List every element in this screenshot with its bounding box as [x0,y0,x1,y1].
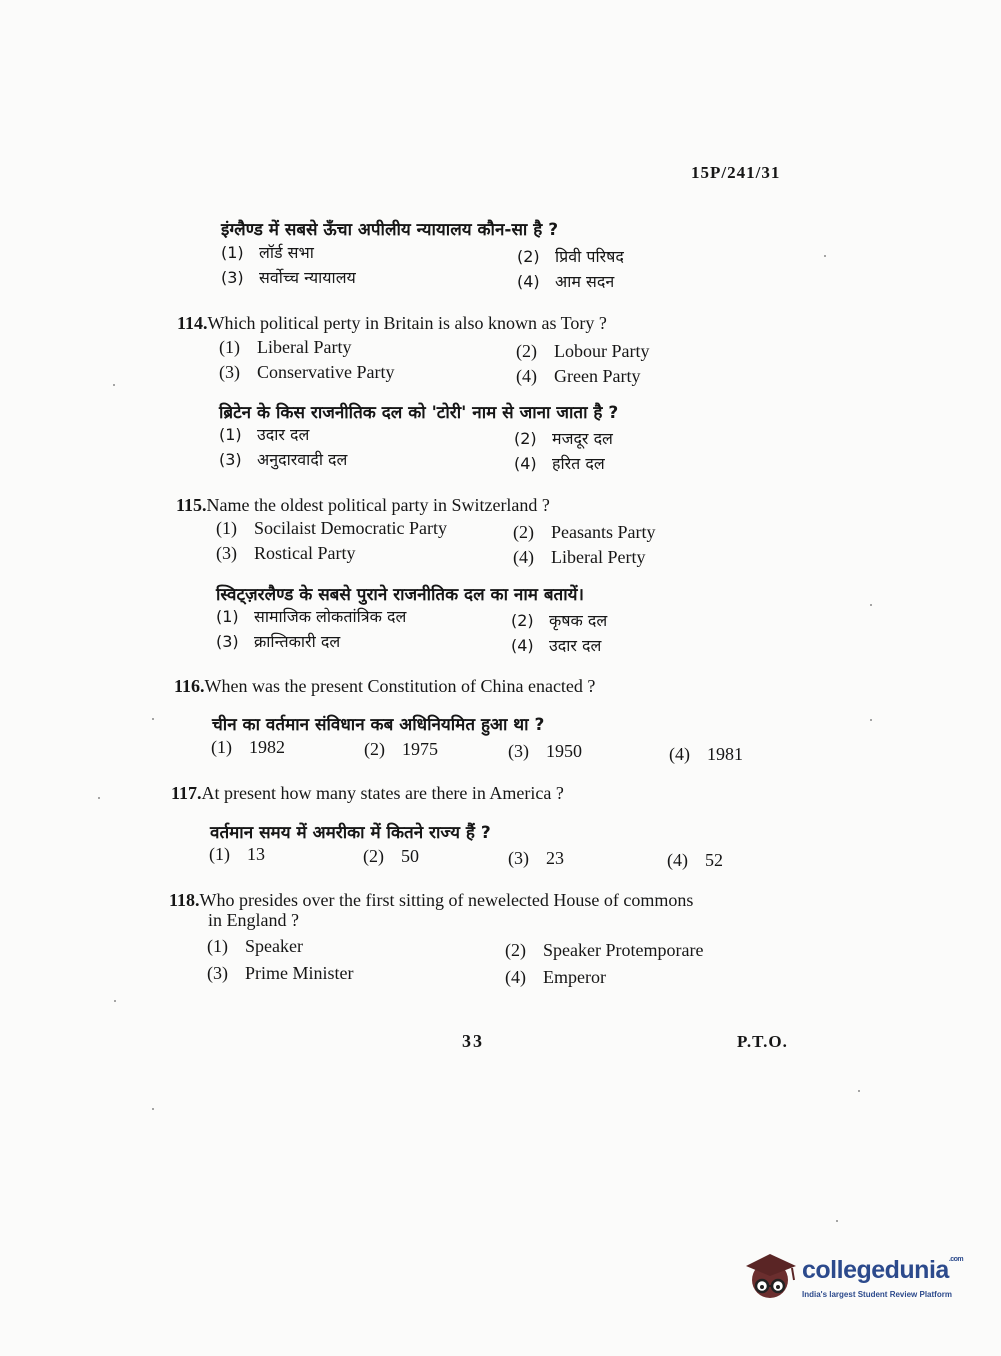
page-number: 33 [462,1031,484,1051]
q116-question: 116.When was the present Constitution of China enacted ? [174,676,596,696]
q115-question: 115.Name the oldest political party in Switzerland ? [176,495,550,515]
q117-hindi-question: वर्तमान समय में अमरीका में कितने राज्य हैं ? [210,823,491,843]
q116-option-2: (2) 1975 [364,739,438,759]
q113-option-4: (4) आम सदन [517,272,615,291]
q114-hindi-option-1: (1) उदार दल [219,425,310,444]
scan-speck [824,255,826,257]
q115-hindi-option-1: (1) सामाजिक लोकतांत्रिक दल [216,607,407,626]
q115-hindi-option-4: (4) उदार दल [511,636,602,655]
q117-option-3: (3) 23 [508,848,564,868]
scan-speck [113,384,115,386]
q115-option-1: (1) Socilaist Democratic Party [216,518,447,538]
brand-tagline: India's largest Student Review Platform [802,1290,952,1299]
q118-question: 118.Who presides over the first sitting of newelected House of commons [169,890,694,910]
q113-option-3: (3) सर्वोच्च न्यायालय [221,268,356,287]
scan-speck [152,1108,154,1110]
q115-option-4: (4) Liberal Perty [513,547,646,567]
q116-hindi-question: चीन का वर्तमान संविधान कब अधिनियमित हुआ था ? [212,715,545,735]
q117-option-4: (4) 52 [667,850,723,870]
q113-option-2: (2) प्रिवी परिषद [517,247,624,266]
q114-hindi-option-4: (4) हरित दल [514,454,605,473]
scan-speck [870,719,872,721]
q118-question-line2: in England ? [208,910,299,930]
q115-hindi-question: स्विट्ज़रलैण्ड के सबसे पुराने राजनीतिक दल का नाम बतायें। [216,585,584,605]
q114-question: 114.Which political perty in Britain is also known as Tory ? [177,313,607,333]
scan-speck [152,718,154,720]
brand-name: collegedunia$^{.com}$ [802,1256,964,1284]
scan-speck [858,1090,860,1092]
q115-option-2: (2) Peasants Party [513,522,656,542]
q115-hindi-option-2: (2) कृषक दल [511,611,608,630]
q115-option-3: (3) Rostical Party [216,543,356,563]
q114-hindi-option-2: (2) मजदूर दल [514,429,613,448]
scan-speck [870,604,872,606]
q116-option-3: (3) 1950 [508,741,582,761]
q117-option-1: (1) 13 [209,844,265,864]
q113-option-1: (1) लॉर्ड सभा [221,243,314,262]
q118-option-3: (3) Prime Minister [207,963,354,983]
q114-option-3: (3) Conservative Party [219,362,395,382]
q118-option-1: (1) Speaker [207,936,303,956]
mascot-icon [742,1250,800,1308]
q117-question: 117.At present how many states are there in America ? [171,783,564,803]
q114-hindi-option-3: (3) अनुदारवादी दल [219,450,348,469]
q114-option-1: (1) Liberal Party [219,337,352,357]
q113-hindi-question: इंग्लैण्ड में सबसे ऊँचा अपीलीय न्यायालय कौन-सा है ? [221,220,559,240]
q114-hindi-question: ब्रिटेन के किस राजनीतिक दल को 'टोरी' नाम से जाना जाता है ? [219,403,619,423]
q118-option-4: (4) Emperor [505,967,606,987]
q115-hindi-option-3: (3) क्रान्तिकारी दल [216,632,341,651]
scan-speck [98,797,100,799]
scan-speck [836,1220,838,1222]
q116-option-4: (4) 1981 [669,744,743,764]
q114-option-4: (4) Green Party [516,366,641,386]
q116-option-1: (1) 1982 [211,737,285,757]
collegedunia-watermark [742,1250,972,1310]
pto-label: P.T.O. [737,1032,788,1051]
q118-option-2: (2) Speaker Protemporare [505,940,704,960]
q114-option-2: (2) Lobour Party [516,341,650,361]
scan-speck [114,1000,116,1002]
q117-option-2: (2) 50 [363,846,419,866]
paper-code: 15P/241/31 [691,163,781,182]
